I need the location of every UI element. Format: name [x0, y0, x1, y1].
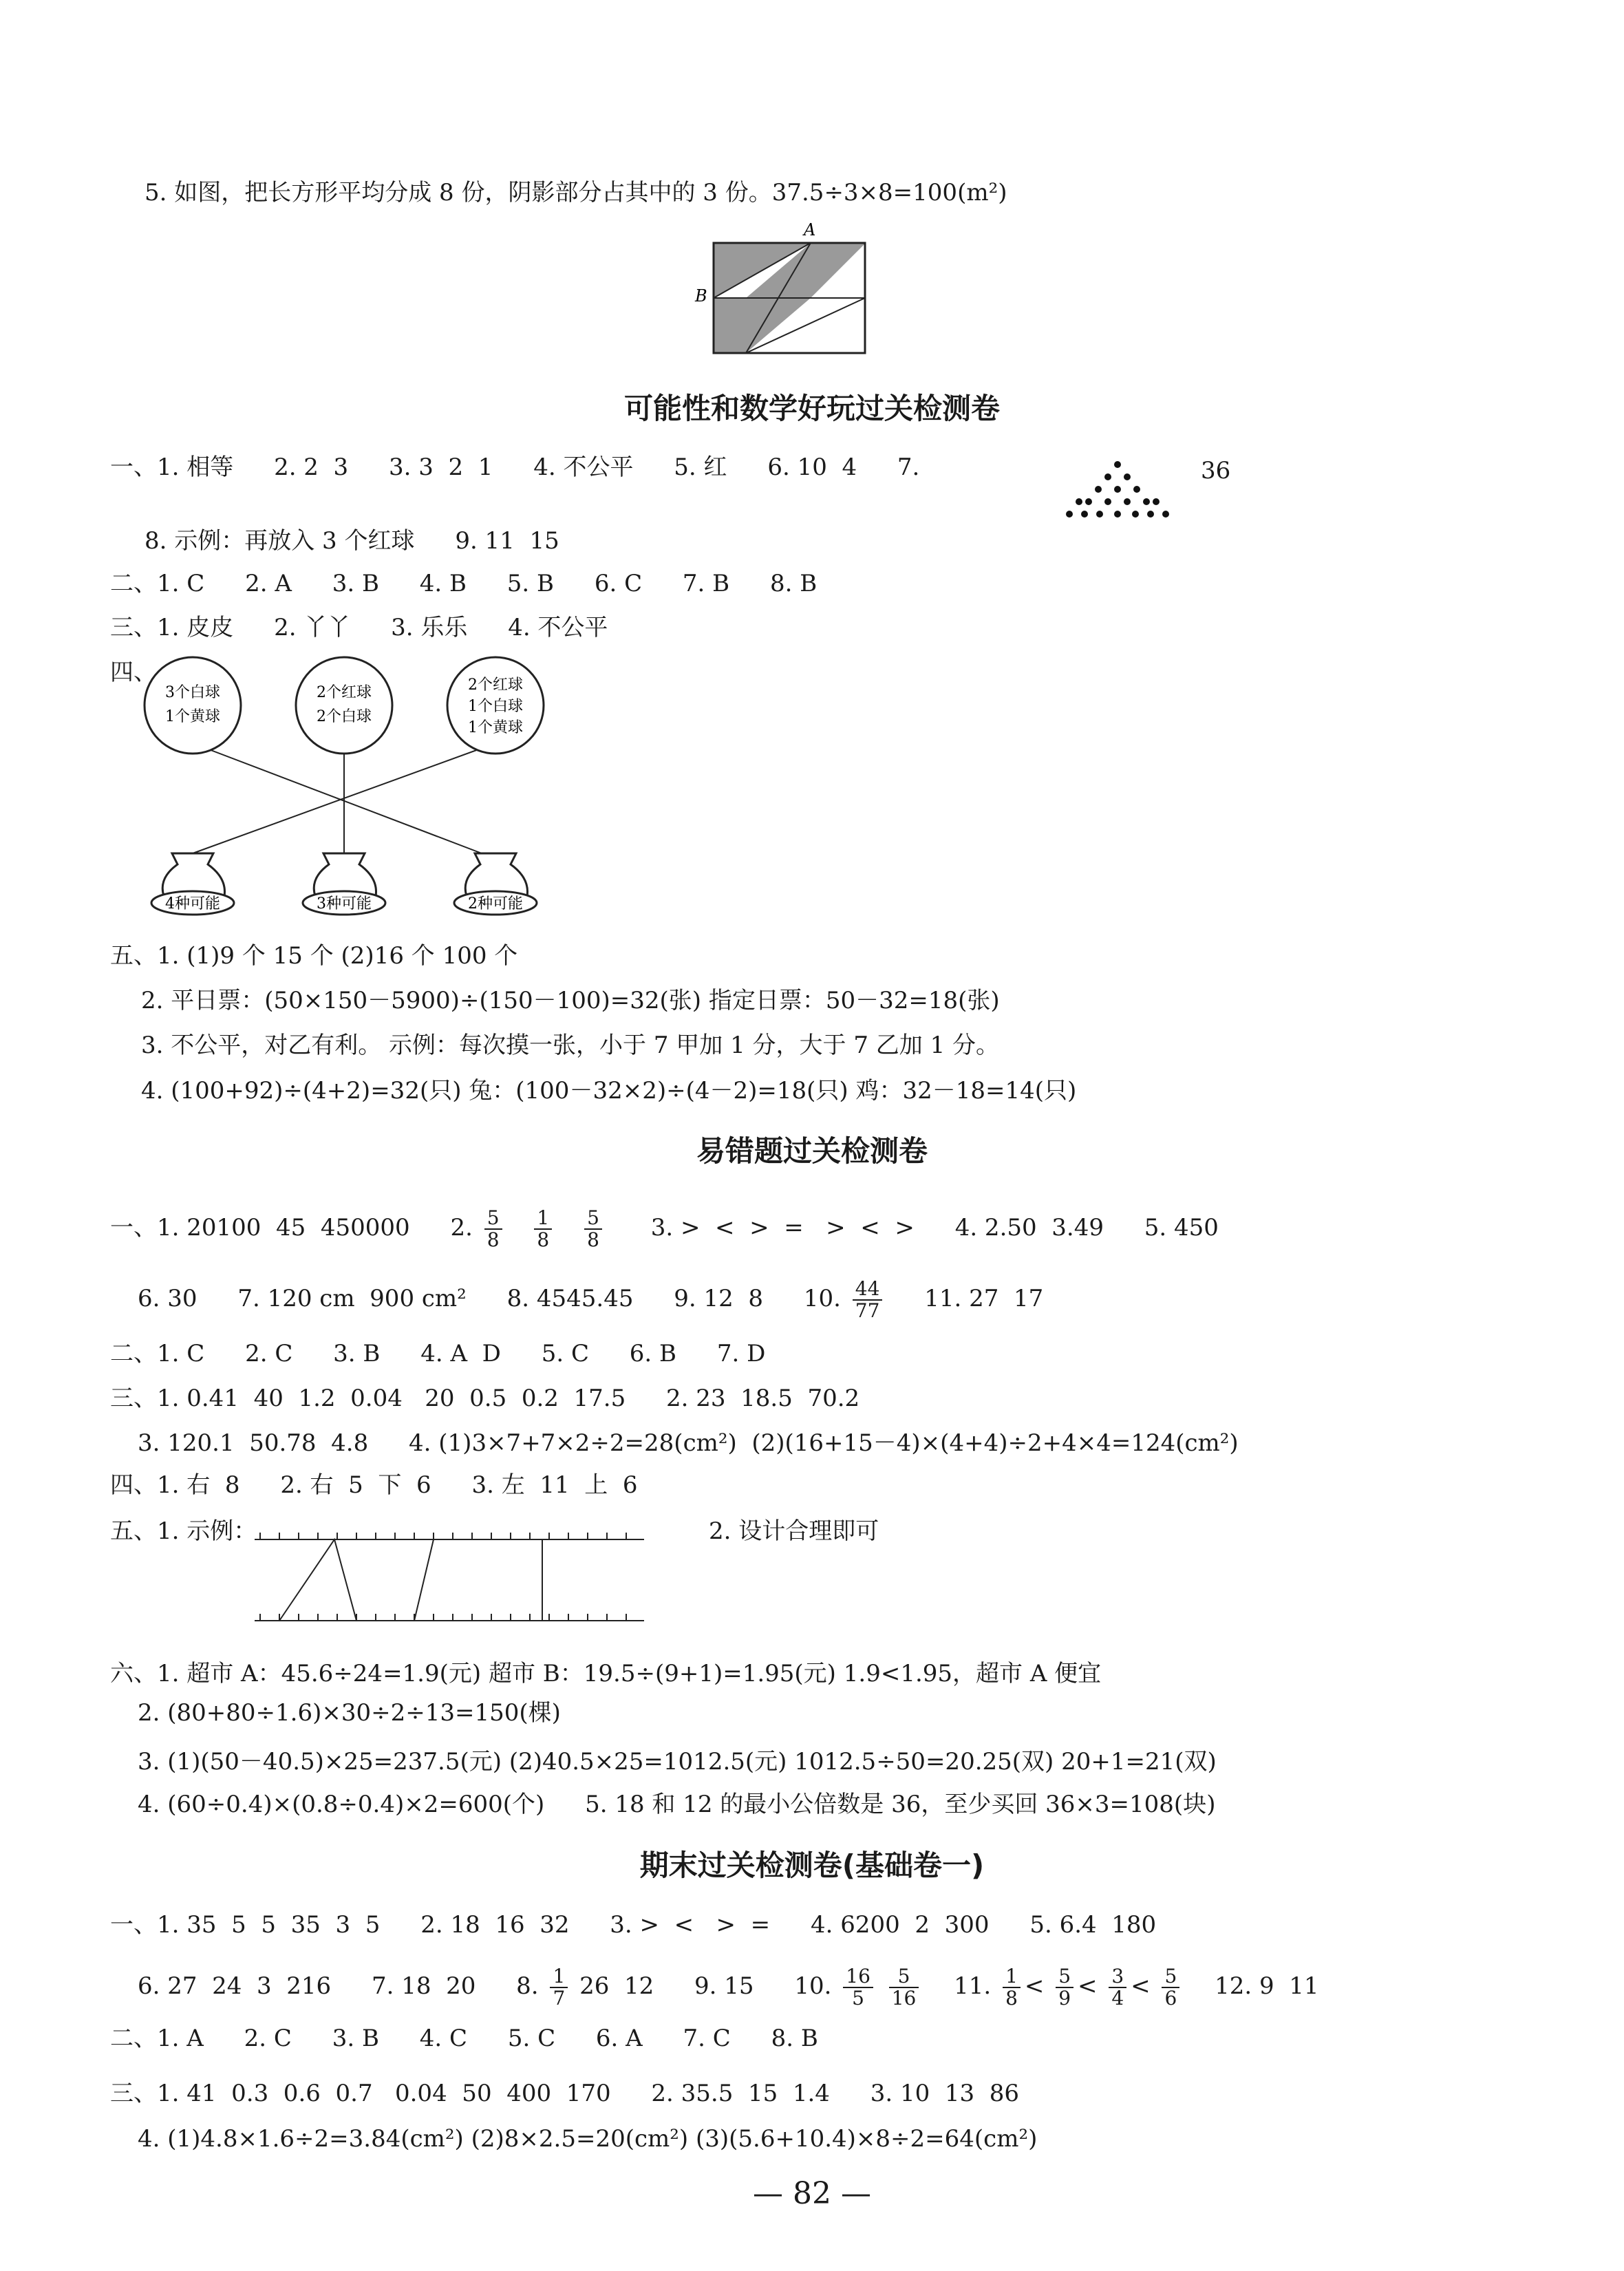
answer-item: 12. 9 11: [1215, 1972, 1319, 2000]
s3-row-3: [110, 2023, 851, 2054]
s2-row-9: 2. (80+80÷1.6)×30÷2÷13=150(棵): [138, 1699, 561, 1727]
fraction: $\frac{1}{8}$: [534, 1208, 552, 1250]
answer-item: 4. 6200 2 300: [810, 1911, 990, 1939]
s3-row-1: [110, 1910, 1189, 1940]
vase-icon: [454, 853, 537, 915]
answer-item: 8. B: [771, 2025, 818, 2052]
answer-item: 26 12: [579, 1972, 654, 2000]
s1-row-9: 4. (100+92)÷(4+2)=32(只) 兔：(100－32×2)÷(4－2)=18(只) 鸡：32－18=14(只): [141, 1077, 1077, 1105]
vase-icon: [151, 853, 234, 915]
answer-item: 3. > < > = > < >: [650, 1214, 915, 1241]
fraction: $\frac{5}{8}$: [584, 1208, 602, 1250]
answer-item: 7. 120 cm 900 cm²: [237, 1285, 467, 1312]
answer-item: 2.: [450, 1214, 473, 1241]
answer-item: 2. 35.5 15 1.4: [651, 2080, 830, 2107]
s3-row-4: [110, 2078, 1052, 2109]
answer-item: 6. A: [595, 2025, 643, 2052]
s2-row-5: [138, 1428, 1272, 1458]
answer-item: 5. C: [507, 2025, 556, 2052]
answer-item: 2. 18 16 32: [420, 1911, 570, 1939]
s2-row-11: [138, 1789, 1248, 1820]
answer-item: 6. 10 4: [767, 454, 857, 481]
ball-text: 1个黄球: [468, 719, 523, 736]
fraction: $\frac{5}{9}$: [1056, 1966, 1073, 2009]
s2-row-8: 六、1. 超市 A：45.6÷24=1.9(元) 超市 B：19.5÷(9+1)=1.95(元) 1.9<1.95，超市 A 便宜: [110, 1660, 1102, 1687]
answer-item: 8. 4545.45: [506, 1285, 634, 1312]
answer-item: 6. 27 24 3 216: [138, 1972, 332, 2000]
s2-row-7-a: 五、1. 示例：: [110, 1517, 257, 1545]
answer-item: 一、1. 35 5 5 35 3 5: [110, 1911, 381, 1939]
s1-row-2: [145, 526, 592, 556]
q5-text: 5. 如图，把长方形平均分成 8 份，阴影部分占其中的 3 份。37.5÷3×8=100(m²): [145, 179, 1007, 206]
vase-icon: [303, 853, 385, 915]
svg-text:3种可能: 3种可能: [317, 895, 372, 913]
answer-item: 2. 2 3: [274, 454, 349, 481]
section-title-final: 期末过关检测卷(基础卷一): [639, 1848, 985, 1882]
answer-item: 8. B: [769, 570, 818, 597]
s2-row-4: [110, 1383, 893, 1414]
answer-item: 9. 12 8: [674, 1285, 764, 1312]
ball-text: 2个红球: [468, 676, 523, 694]
answer-item: 3. B: [333, 1340, 381, 1367]
s1-row-6: 五、1. (1)9 个 15 个 (2)16 个 100 个: [110, 942, 518, 970]
answer-item: 一、1. 相等: [110, 454, 234, 481]
answer-item: 2. A: [245, 570, 292, 597]
answer-item: 11.: [954, 1972, 992, 2000]
svg-text:4种可能: 4种可能: [165, 895, 220, 913]
answer-item: 6. C: [594, 570, 643, 597]
answer-item: 5. 450: [1144, 1214, 1219, 1241]
answer-item: 5. 6.4 180: [1029, 1911, 1157, 1939]
svg-text:2种可能: 2种可能: [468, 895, 523, 913]
s2-row-1: [110, 1208, 1252, 1250]
grid-drawing: [255, 1517, 654, 1628]
s1-row-5-label: 四、: [110, 659, 157, 686]
answer-item: 7. C: [683, 2025, 731, 2052]
section-title-error-prone: 易错题过关检测卷: [696, 1134, 928, 1168]
s1-row-3: [110, 568, 850, 599]
answer-item: 3. B: [332, 2025, 379, 2052]
s3-row-5: 4. (1)4.8×1.6÷2=3.84(cm²) (2)8×2.5=20(cm²) (3)(5.6+10.4)×8÷2=64(cm²): [138, 2125, 1038, 2153]
label-a: A: [804, 220, 816, 239]
less-than-sign: <: [1131, 1972, 1151, 2000]
fraction: $\frac{16}{5}$: [843, 1966, 873, 2009]
answer-item: 7. 18 20: [371, 1972, 476, 2000]
fraction: $\frac{44}{77}$: [853, 1279, 883, 1321]
s1-row-1-tail: 36: [1201, 457, 1231, 484]
fraction: $\frac{5}{16}$: [889, 1966, 919, 2009]
answer-item: 7.: [897, 454, 920, 481]
answer-item: 5. 18 和 12 的最小公倍数是 36，至少买回 36×3=108(块): [585, 1791, 1216, 1818]
answer-item: 4. C: [419, 2025, 468, 2052]
answer-item: 4. A D: [420, 1340, 501, 1367]
s3-row-2: [138, 1966, 1352, 2009]
fraction: $\frac{1}{8}$: [1003, 1966, 1021, 2009]
s1-row-1: [110, 452, 952, 482]
answer-item: 7. D: [716, 1340, 766, 1367]
s2-row-7-b: 2. 设计合理即可: [709, 1517, 879, 1545]
rectangle-figure: [688, 220, 908, 354]
s1-row-4: [110, 612, 641, 643]
answer-item: 三、1. 41 0.3 0.6 0.7 0.04 50 400 170: [110, 2080, 611, 2107]
ball-text: 1个黄球: [165, 708, 220, 725]
answer-item: 11. 27 17: [924, 1285, 1044, 1312]
answer-item: 二、1. C: [110, 570, 205, 597]
answer-item: 8.: [516, 1972, 539, 2000]
ball-text: 1个白球: [468, 698, 523, 715]
less-than-sign: <: [1078, 1972, 1098, 2000]
answer-item: 3. 3 2 1: [389, 454, 493, 481]
s2-row-2: [138, 1279, 1076, 1321]
answer-item: 4. B: [419, 570, 467, 597]
ball-text: 3个白球: [165, 684, 220, 701]
answer-item: 三、1. 皮皮: [110, 614, 234, 641]
answer-item: 6. 30: [138, 1285, 197, 1312]
answer-item: 4. (1)3×7+7×2÷2=28(cm²) (2)(16+15－4)×(4+4)÷2+4×4=124(cm²): [409, 1429, 1239, 1457]
answer-item: 2. 右 5 下 6: [280, 1471, 431, 1499]
s1-row-8: 3. 不公平，对乙有利。 示例：每次摸一张，小于 7 甲加 1 分，大于 7 乙加 1 分。: [141, 1032, 1000, 1059]
s2-row-6: [110, 1470, 670, 1500]
ball-text: 2个白球: [317, 708, 372, 725]
ball-text: 2个红球: [317, 684, 372, 701]
fraction: $\frac{1}{7}$: [550, 1966, 568, 2009]
answer-item: 3. 10 13 86: [870, 2080, 1020, 2107]
answer-item: 5. 红: [674, 454, 727, 481]
answer-item: 10.: [803, 1285, 841, 1312]
answer-item: 4. 不公平: [508, 614, 608, 641]
section-title-probability: 可能性和数学好玩过关检测卷: [623, 392, 1000, 425]
dot-triangle: [1060, 458, 1184, 520]
answer-item: 2. 23 18.5 70.2: [666, 1385, 860, 1412]
answer-item: 3. > < > =: [610, 1911, 771, 1939]
answer-item: 6. B: [629, 1340, 677, 1367]
answer-item: 2. 丫丫: [274, 614, 351, 641]
page-number: — 82 —: [753, 2176, 871, 2211]
answer-item: 二、1. A: [110, 2025, 204, 2052]
answer-item: 3. B: [332, 570, 379, 597]
answer-item: 四、1. 右 8: [110, 1471, 240, 1499]
fraction: $\frac{5}{6}$: [1162, 1966, 1179, 2009]
answer-item: 4. (60÷0.4)×(0.8÷0.4)×2=600(个): [138, 1791, 545, 1818]
s2-row-3: [110, 1339, 798, 1369]
answer-item: 3. 乐乐: [391, 614, 468, 641]
answer-item: 一、1. 20100 45 450000: [110, 1214, 410, 1241]
answer-item: 4. 不公平: [533, 454, 634, 481]
answer-item: 5. B: [506, 570, 555, 597]
answer-item: 10.: [794, 1972, 832, 2000]
answer-item: 5. C: [541, 1340, 589, 1367]
less-than-sign: <: [1024, 1972, 1045, 2000]
answer-item: 9. 11 15: [455, 527, 559, 555]
answer-item: 2. C: [245, 1340, 293, 1367]
answer-item: 2. C: [244, 2025, 292, 2052]
answer-item: 3. 120.1 50.78 4.8: [138, 1429, 369, 1457]
answer-item: 9. 15: [694, 1972, 754, 2000]
fraction: $\frac{5}{8}$: [484, 1208, 502, 1250]
answer-item: 二、1. C: [110, 1340, 205, 1367]
answer-item: 三、1. 0.41 40 1.2 0.04 20 0.5 0.2 17.5: [110, 1385, 626, 1412]
answer-item: 7. B: [682, 570, 730, 597]
s2-row-10: 3. (1)(50－40.5)×25=237.5(元) (2)40.5×25=1012.5(元) 1012.5÷50=20.25(双) 20+1=21(双): [138, 1748, 1217, 1776]
answer-item: 8. 示例：再放入 3 个红球: [145, 527, 415, 555]
answer-item: 4. 2.50 3.49: [954, 1214, 1104, 1241]
fraction: $\frac{3}{4}$: [1109, 1966, 1126, 2009]
matching-diagram: [138, 647, 578, 936]
s1-row-7: 2. 平日票：(50×150－5900)÷(150－100)=32(张) 指定日票：50－32=18(张): [141, 987, 1000, 1014]
label-b: B: [695, 286, 707, 306]
answer-item: 3. 左 11 上 6: [471, 1471, 638, 1499]
